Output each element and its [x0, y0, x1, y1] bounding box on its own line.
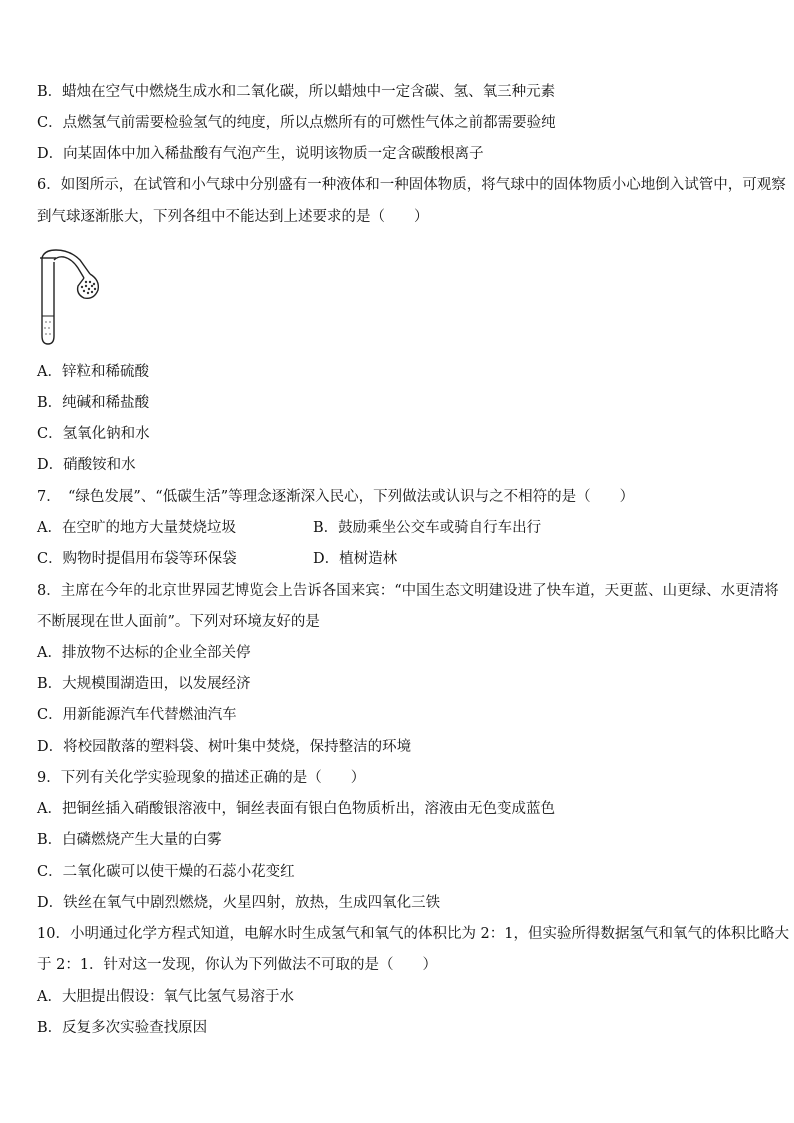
- q9-stem: 9．下列有关化学实验现象的描述正确的是（ ）: [37, 770, 366, 786]
- q5-option-c: C．点燃氢气前需要检验氢气的纯度，所以点燃所有的可燃性气体之前都需要验纯: [37, 115, 556, 131]
- q7-option-c: C．购物时提倡用布袋等环保袋: [37, 551, 237, 567]
- q6-option-d: D．硝酸铵和水: [37, 457, 136, 473]
- q8-stem-line2: 不断展现在世人面前”。下列对环境友好的是: [37, 614, 320, 630]
- q10-stem-line2: 于 2：1．针对这一发现，你认为下列做法不可取的是（ ）: [37, 957, 438, 973]
- q10-option-a: A．大胆提出假设：氧气比氢气易溶于水: [37, 989, 294, 1005]
- q9-option-c: C．二氧化碳可以使干燥的石蕊小花变红: [37, 864, 295, 880]
- q6-option-a: A．锌粒和稀硫酸: [37, 364, 149, 380]
- test-tube-balloon-figure: [36, 248, 106, 348]
- q7-stem: 7． “绿色发展”、“低碳生活”等理念逐渐深入民心，下列做法或认识与之不相符的是（ ）: [37, 489, 635, 505]
- q6-stem-line1: 6．如图所示，在试管和小气球中分别盛有一种液体和一种固体物质，将气球中的固体物质小心地倒入试管中，可观察: [37, 177, 786, 193]
- q9-option-b: B．白磷燃烧产生大量的白雾: [37, 832, 222, 848]
- q10-stem-line1: 10．小明通过化学方程式知道，电解水时生成氢气和氧气的体积比为 2：1，但实验所得数据氢气和氧气的体积比略大: [37, 926, 790, 942]
- q8-stem-line1: 8．主席在今年的北京世界园艺博览会上告诉各国来宾：“中国生态文明建设进了快车道，天更蓝、山更绿、水更清将: [37, 583, 779, 599]
- q8-option-a: A．排放物不达标的企业全部关停: [37, 645, 251, 661]
- q5-option-b: B．蜡烛在空气中燃烧生成水和二氧化碳，所以蜡烛中一定含碳、氢、氧三种元素: [37, 84, 556, 100]
- q10-option-b: B．反复多次实验查找原因: [37, 1020, 208, 1036]
- q7-option-a: A．在空旷的地方大量焚烧垃圾: [37, 520, 236, 536]
- q7-option-d: D．植树造林: [313, 551, 398, 567]
- q8-option-c: C．用新能源汽车代替燃油汽车: [37, 707, 237, 723]
- q6-option-c: C．氢氧化钠和水: [37, 426, 150, 442]
- q5-option-d: D．向某固体中加入稀盐酸有气泡产生，说明该物质一定含碳酸根离子: [37, 146, 484, 162]
- q8-option-b: B．大规模围湖造田，以发展经济: [37, 676, 251, 692]
- q9-option-d: D．铁丝在氧气中剧烈燃烧，火星四射，放热，生成四氧化三铁: [37, 895, 441, 911]
- q6-stem-line2: 到气球逐渐胀大，下列各组中不能达到上述要求的是（ ）: [37, 209, 429, 225]
- q7-option-b: B．鼓励乘坐公交车或骑自行车出行: [313, 520, 542, 536]
- q9-option-a: A．把铜丝插入硝酸银溶液中，铜丝表面有银白色物质析出，溶液由无色变成蓝色: [37, 801, 555, 817]
- q8-option-d: D．将校园散落的塑料袋、树叶集中焚烧，保持整洁的环境: [37, 739, 412, 755]
- q6-option-b: B．纯碱和稀盐酸: [37, 395, 150, 411]
